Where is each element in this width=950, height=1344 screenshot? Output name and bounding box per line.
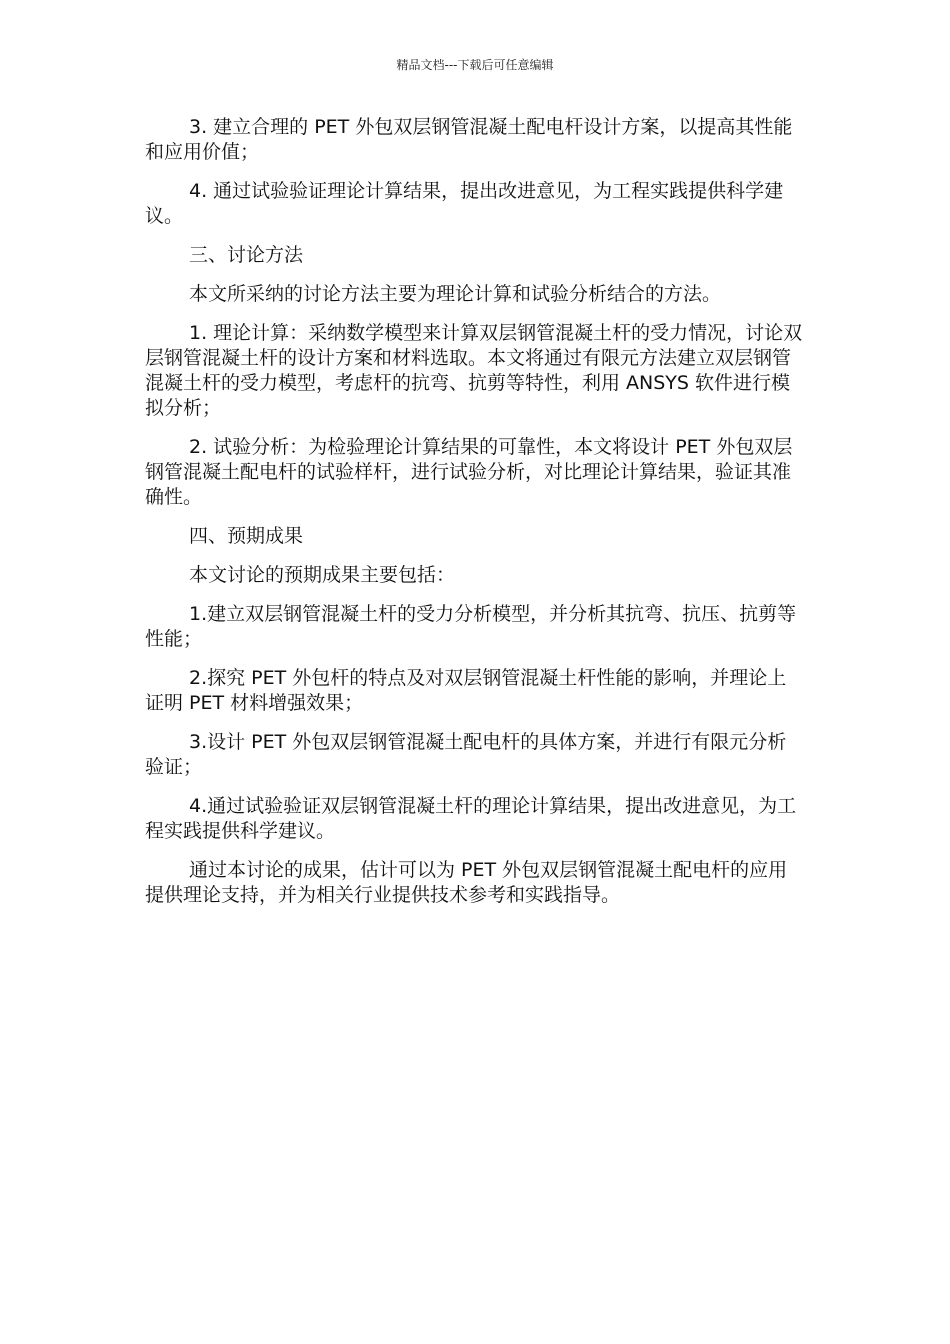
list-item-goal-3: 3. 建立合理的 PET 外包双层钢管混凝土配电杆设计方案，以提高其性能和应用价值； — [145, 116, 793, 163]
section-heading-methods: 三、讨论方法 — [189, 244, 304, 266]
methods-intro-paragraph: 本文所采纳的讨论方法主要为理论计算和试验分析结合的方法。 — [189, 283, 722, 305]
list-item-result-3: 3.设计 PET 外包双层钢管混凝土配电杆的具体方案，并进行有限元分析验证； — [145, 731, 787, 778]
results-intro-paragraph: 本文讨论的预期成果主要包括： — [189, 564, 456, 586]
document-body — [145, 115, 805, 922]
conclusion-paragraph: 通过本讨论的成果，估计可以为 PET 外包双层钢管混凝土配电杆的应用提供理论支持，并为相关行业提供技术参考和实践指导。 — [145, 859, 788, 906]
list-item-method-experiment: 2. 试验分析：为检验理论计算结果的可靠性，本文将设计 PET 外包双层钢管混凝土配电杆的试验样杆，进行试验分析，对比理论计算结果，验证其准确性。 — [145, 436, 793, 508]
list-item-method-theory: 1. 理论计算：采纳数学模型来计算双层钢管混凝土杆的受力情况，讨论双层钢管混凝土杆的设计方案和材料选取。本文将通过有限元方法建立双层钢管混凝土杆的受力模型，考虑杆的抗弯、抗剪等特性，利用 ANSYS 软件进行模拟分析； — [145, 322, 803, 419]
page-header: 精品文档---下载后可任意编辑 — [396, 58, 554, 72]
list-item-result-4: 4.通过试验验证双层钢管混凝土杆的理论计算结果，提出改进意见，为工程实践提供科学建议。 — [145, 795, 797, 842]
section-heading-results: 四、预期成果 — [189, 525, 304, 547]
list-item-goal-4: 4. 通过试验验证理论计算结果，提出改进意见，为工程实践提供科学建议。 — [145, 180, 784, 227]
list-item-result-1: 1.建立双层钢管混凝土杆的受力分析模型，并分析其抗弯、抗压、抗剪等性能； — [145, 603, 797, 650]
list-item-result-2: 2.探究 PET 外包杆的特点及对双层钢管混凝土杆性能的影响，并理论上证明 PET 材料增强效果； — [145, 667, 787, 714]
